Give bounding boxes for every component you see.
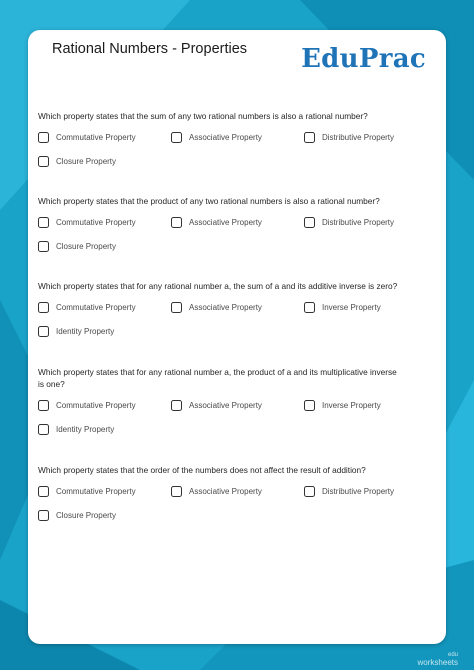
- option[interactable]: [38, 300, 171, 314]
- option[interactable]: [304, 300, 424, 314]
- question-1: [38, 110, 398, 168]
- brand-logo: EduPrac: [301, 44, 426, 74]
- option[interactable]: [171, 484, 304, 498]
- options-list: [38, 398, 398, 436]
- option[interactable]: [38, 422, 171, 436]
- question-text: Which property states that for any rational number a, the product of a and its multiplicative inverse is one?: [38, 367, 397, 389]
- option-label: Commutative Property: [56, 400, 136, 410]
- option-label: Associative Property: [189, 217, 262, 227]
- question-4: [38, 366, 398, 436]
- question-text: Which property states that for any rational number a, the sum of a and its additive inverse is zero?: [38, 281, 398, 291]
- checkbox[interactable]: [38, 486, 49, 497]
- checkbox[interactable]: [38, 217, 49, 228]
- options-list: [38, 484, 398, 522]
- checkbox[interactable]: [38, 241, 49, 252]
- checkbox[interactable]: [304, 217, 315, 228]
- checkbox[interactable]: [171, 132, 182, 143]
- option[interactable]: [304, 215, 424, 229]
- option[interactable]: [38, 324, 171, 338]
- option-label: Distributive Property: [322, 132, 395, 142]
- option[interactable]: [38, 484, 171, 498]
- option[interactable]: [171, 300, 304, 314]
- checkbox[interactable]: [304, 400, 315, 411]
- question-5: [38, 464, 398, 522]
- options-list: [38, 300, 398, 338]
- option[interactable]: [304, 484, 424, 498]
- option[interactable]: [171, 215, 304, 229]
- option-label: Commutative Property: [56, 486, 136, 496]
- option-label: Commutative Property: [56, 132, 136, 142]
- option-label: Closure Property: [56, 241, 117, 251]
- checkbox[interactable]: [171, 400, 182, 411]
- option[interactable]: [171, 130, 304, 144]
- option-label: Distributive Property: [322, 486, 395, 496]
- question-3: [38, 280, 398, 338]
- option-label: Closure Property: [56, 156, 117, 166]
- checkbox[interactable]: [171, 302, 182, 313]
- checkbox[interactable]: [171, 486, 182, 497]
- checkbox[interactable]: [38, 156, 49, 167]
- option[interactable]: [171, 398, 304, 412]
- option[interactable]: [38, 130, 171, 144]
- option-label: Inverse Property: [322, 302, 381, 312]
- checkbox[interactable]: [38, 424, 49, 435]
- option[interactable]: [38, 508, 171, 522]
- worksheet-card: [28, 30, 446, 644]
- option-label: Commutative Property: [56, 302, 136, 312]
- checkbox[interactable]: [304, 132, 315, 143]
- option-label: Inverse Property: [322, 400, 381, 410]
- checkbox[interactable]: [171, 217, 182, 228]
- question-text: Which property states that the order of the numbers does not affect the result of addition?: [38, 465, 366, 475]
- page-title: Rational Numbers - Properties: [52, 41, 248, 57]
- watermark-logo: [418, 652, 458, 666]
- options-list: [38, 215, 398, 253]
- option[interactable]: [304, 398, 424, 412]
- option-label: Associative Property: [189, 302, 262, 312]
- checkbox[interactable]: [304, 302, 315, 313]
- option-label: Distributive Property: [322, 217, 395, 227]
- watermark-line-2: worksheets: [417, 658, 458, 667]
- option-label: Identity Property: [56, 424, 115, 434]
- checkbox[interactable]: [38, 132, 49, 143]
- watermark-line-1: edu: [447, 652, 458, 658]
- option-label: Commutative Property: [56, 217, 136, 227]
- option[interactable]: [38, 398, 171, 412]
- option-label: Associative Property: [189, 132, 262, 142]
- question-text: Which property states that the sum of any two rational numbers is also a rational number?: [38, 111, 368, 121]
- option[interactable]: [304, 130, 424, 144]
- checkbox[interactable]: [304, 486, 315, 497]
- option[interactable]: [38, 215, 171, 229]
- option-label: Identity Property: [56, 326, 115, 336]
- option-label: Associative Property: [189, 486, 262, 496]
- option[interactable]: [38, 239, 171, 253]
- option-label: Closure Property: [56, 510, 117, 520]
- checkbox[interactable]: [38, 400, 49, 411]
- options-list: [38, 130, 398, 168]
- option[interactable]: [38, 154, 171, 168]
- checkbox[interactable]: [38, 302, 49, 313]
- checkbox[interactable]: [38, 326, 49, 337]
- question-2: [38, 195, 398, 253]
- question-text: Which property states that the product of any two rational numbers is also a rational number?: [38, 196, 380, 206]
- checkbox[interactable]: [38, 510, 49, 521]
- option-label: Associative Property: [189, 400, 262, 410]
